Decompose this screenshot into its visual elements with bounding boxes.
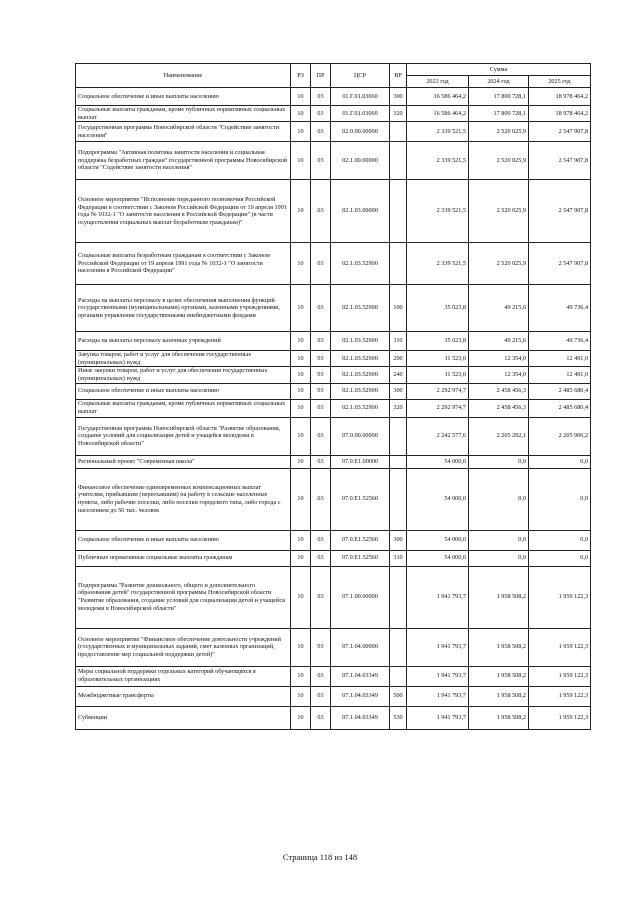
row-rz: 10 — [291, 88, 311, 106]
row-pr: 03 — [311, 180, 331, 243]
row-csr: 02.0.00.00000 — [331, 122, 390, 142]
row-rz: 10 — [291, 706, 311, 729]
table-row — [76, 106, 591, 122]
row-name: Основное мероприятие "Финансовое обеспечение деятельности учреждений (государственных и муниципальных заданий, смет казенных организаций, предоставление мер социальной поддержки детей)" — [76, 628, 291, 666]
row-vr: 300 — [390, 88, 407, 106]
row-name: Социальные выплаты гражданам, кроме публичных нормативных социальных выплат — [76, 399, 291, 417]
row-name: Социальное обеспечение и иные выплаты населению — [76, 383, 291, 399]
row-name: Финансовое обеспечение единовременных компенсационных выплат учителям, прибывшим (переехавшим) на работу в сельские населенные пункты, либо рабочие поселки, либо поселки городского типа, либо города с населением до 50 тыс. человек — [76, 468, 291, 530]
row-vr: 320 — [390, 106, 407, 122]
row-csr: 02.1.03.52900 — [331, 332, 390, 351]
row-value-2025: 49 736,4 — [529, 285, 591, 332]
row-name: Социальное обеспечение и иные выплаты населению — [76, 530, 291, 550]
table-header — [76, 64, 591, 88]
row-value-2025: 1 959 122,3 — [529, 666, 591, 686]
row-vr — [390, 666, 407, 686]
row-csr: 07.1.04.03349 — [331, 686, 390, 706]
row-vr: 240 — [390, 367, 407, 383]
row-pr: 03 — [311, 686, 331, 706]
row-name: Социальные выплаты гражданам, кроме публичных нормативных социальных выплат — [76, 106, 291, 122]
row-rz: 10 — [291, 367, 311, 383]
row-pr: 03 — [311, 666, 331, 686]
row-csr: 01.Г.01.03060 — [331, 88, 390, 106]
row-value-2024: 17 800 728,1 — [469, 88, 529, 106]
header-year-2024: 2024 год — [469, 76, 529, 88]
row-vr: 110 — [390, 332, 407, 351]
row-name: Межбюджетные трансферты — [76, 686, 291, 706]
table-row — [76, 417, 591, 455]
row-value-2025: 0,0 — [529, 455, 591, 468]
row-value-2024: 0,0 — [469, 455, 529, 468]
row-name: Меры социальной поддержки отдельных категорий обучающихся в образовательных организациях — [76, 666, 291, 686]
row-value-2024: 2 520 025,9 — [469, 122, 529, 142]
row-value-2023: 54 000,0 — [407, 455, 469, 468]
row-value-2023: 1 941 793,7 — [407, 686, 469, 706]
header-year-2025: 2025 год — [529, 76, 591, 88]
row-vr: 300 — [390, 530, 407, 550]
row-vr: 500 — [390, 686, 407, 706]
table-row — [76, 88, 591, 106]
row-vr: 100 — [390, 285, 407, 332]
row-csr: 07.0.E1.52560 — [331, 530, 390, 550]
row-csr: 07.0.E1.00000 — [331, 455, 390, 468]
header-year-2023: 2023 год — [407, 76, 469, 88]
row-csr: 02.1.03.52900 — [331, 351, 390, 367]
table-row — [76, 666, 591, 686]
row-name: Публичные нормативные социальные выплаты гражданам — [76, 550, 291, 566]
row-value-2024: 2 205 292,1 — [469, 417, 529, 455]
row-csr: 02.1.03.00000 — [331, 180, 390, 243]
row-value-2025: 12 491,0 — [529, 351, 591, 367]
row-value-2025: 0,0 — [529, 530, 591, 550]
row-rz: 10 — [291, 285, 311, 332]
row-csr: 02.1.03.52900 — [331, 399, 390, 417]
row-vr — [390, 628, 407, 666]
header-vr: ВР — [390, 64, 407, 88]
table-row — [76, 566, 591, 628]
row-value-2025: 1 959 122,3 — [529, 566, 591, 628]
table-row — [76, 142, 591, 180]
row-vr — [390, 243, 407, 285]
row-value-2024: 2 520 025,9 — [469, 243, 529, 285]
row-csr: 07.1.00.00000 — [331, 566, 390, 628]
row-pr: 03 — [311, 332, 331, 351]
row-vr: 200 — [390, 351, 407, 367]
table-row — [76, 180, 591, 243]
row-value-2023: 1 941 793,7 — [407, 566, 469, 628]
row-name: Государственная программа Новосибирской области "Развитие образования, создание условий для социализации детей и учащейся молодежи в Новосибирской области" — [76, 417, 291, 455]
row-value-2023: 2 339 521,5 — [407, 180, 469, 243]
row-value-2025: 2 485 680,4 — [529, 399, 591, 417]
row-rz: 10 — [291, 180, 311, 243]
row-rz: 10 — [291, 628, 311, 666]
row-csr: 02.1.03.52900 — [331, 243, 390, 285]
row-name: Субвенции — [76, 706, 291, 729]
row-pr: 03 — [311, 88, 331, 106]
row-pr: 03 — [311, 142, 331, 180]
row-value-2025: 2 205 906,2 — [529, 417, 591, 455]
row-value-2024: 0,0 — [469, 530, 529, 550]
row-value-2024: 2 458 456,3 — [469, 399, 529, 417]
header-pr: ПР — [311, 64, 331, 88]
row-pr: 03 — [311, 106, 331, 122]
table-row — [76, 468, 591, 530]
row-pr: 03 — [311, 550, 331, 566]
row-value-2024: 2 520 025,9 — [469, 142, 529, 180]
budget-table — [75, 63, 591, 730]
row-pr: 03 — [311, 468, 331, 530]
row-value-2025: 2 547 907,8 — [529, 142, 591, 180]
table-row — [76, 351, 591, 367]
row-pr: 03 — [311, 243, 331, 285]
row-rz: 10 — [291, 566, 311, 628]
row-value-2024: 49 215,6 — [469, 285, 529, 332]
row-rz: 10 — [291, 686, 311, 706]
row-value-2024: 1 958 508,2 — [469, 686, 529, 706]
header-rz: РЗ — [291, 64, 311, 88]
header-name: Наименование — [76, 64, 291, 88]
row-value-2024: 12 354,0 — [469, 367, 529, 383]
row-value-2024: 0,0 — [469, 550, 529, 566]
table-row — [76, 706, 591, 729]
row-vr: 530 — [390, 706, 407, 729]
row-value-2023: 1 941 793,7 — [407, 666, 469, 686]
row-rz: 10 — [291, 468, 311, 530]
row-value-2025: 1 959 122,3 — [529, 706, 591, 729]
row-vr: 300 — [390, 383, 407, 399]
row-vr — [390, 122, 407, 142]
row-value-2023: 2 292 974,7 — [407, 399, 469, 417]
row-rz: 10 — [291, 399, 311, 417]
row-vr — [390, 455, 407, 468]
row-rz: 10 — [291, 243, 311, 285]
row-rz: 10 — [291, 666, 311, 686]
row-value-2023: 54 000,0 — [407, 468, 469, 530]
row-value-2025: 2 547 907,8 — [529, 180, 591, 243]
row-value-2023: 2 242 577,6 — [407, 417, 469, 455]
row-value-2024: 1 958 508,2 — [469, 706, 529, 729]
row-pr: 03 — [311, 383, 331, 399]
row-rz: 10 — [291, 122, 311, 142]
row-value-2024: 0,0 — [469, 468, 529, 530]
row-value-2024: 12 354,0 — [469, 351, 529, 367]
row-csr: 02.1.00.00000 — [331, 142, 390, 180]
row-value-2024: 1 958 508,2 — [469, 666, 529, 686]
row-value-2024: 17 800 728,1 — [469, 106, 529, 122]
row-value-2024: 2 520 025,9 — [469, 180, 529, 243]
row-vr — [390, 142, 407, 180]
row-value-2025: 49 736,4 — [529, 332, 591, 351]
row-name: Расходы на выплаты персоналу казенных учреждений — [76, 332, 291, 351]
row-pr: 03 — [311, 351, 331, 367]
table-row — [76, 455, 591, 468]
row-value-2025: 18 978 464,2 — [529, 88, 591, 106]
row-pr: 03 — [311, 566, 331, 628]
table-row — [76, 628, 591, 666]
row-value-2023: 2 339 521,5 — [407, 142, 469, 180]
row-pr: 03 — [311, 399, 331, 417]
page-footer: Страница 118 из 148 — [282, 852, 358, 862]
row-vr: 310 — [390, 550, 407, 566]
row-csr: 07.0.00.00000 — [331, 417, 390, 455]
row-name: Подпрограмма "Развитие дошкольного, общего и дополнительного образования детей" государственной программы Новосибирской области "Развитие образования, создание условий для социализации детей и учащейся молодежи в Новосибирской области" — [76, 566, 291, 628]
row-name: Подпрограмма "Активная политика занятости населения и социальная поддержка безработных граждан" государственной программы Новосибирской области "Содействие занятости населения" — [76, 142, 291, 180]
table-row — [76, 383, 591, 399]
row-rz: 10 — [291, 383, 311, 399]
row-value-2023: 35 023,8 — [407, 332, 469, 351]
row-value-2023: 11 523,0 — [407, 367, 469, 383]
row-name: Основное мероприятие "Исполнение переданного полномочия Российской Федерации в соответствии с Законом Российской Федерации от 19 апреля 1991 года № 1032-1 "О занятости населения в Российской Федерации" (в части осуществления социальных выплат безработным гражданам)" — [76, 180, 291, 243]
row-vr: 320 — [390, 399, 407, 417]
row-csr: 07.1.04.00000 — [331, 628, 390, 666]
row-value-2023: 35 023,8 — [407, 285, 469, 332]
row-value-2025: 0,0 — [529, 550, 591, 566]
row-value-2023: 54 000,0 — [407, 550, 469, 566]
row-csr: 07.0.E1.52560 — [331, 550, 390, 566]
row-vr — [390, 468, 407, 530]
row-rz: 10 — [291, 106, 311, 122]
row-vr — [390, 417, 407, 455]
row-value-2023: 1 941 793,7 — [407, 706, 469, 729]
row-value-2023: 16 586 464,2 — [407, 88, 469, 106]
row-pr: 03 — [311, 367, 331, 383]
table-row — [76, 686, 591, 706]
row-vr — [390, 180, 407, 243]
table-row — [76, 122, 591, 142]
row-rz: 10 — [291, 455, 311, 468]
row-pr: 03 — [311, 122, 331, 142]
row-rz: 10 — [291, 530, 311, 550]
row-value-2025: 2 547 907,8 — [529, 122, 591, 142]
row-value-2023: 2 292 974,7 — [407, 383, 469, 399]
row-pr: 03 — [311, 530, 331, 550]
table-row — [76, 550, 591, 566]
row-value-2023: 16 586 464,2 — [407, 106, 469, 122]
row-rz: 10 — [291, 351, 311, 367]
table-body — [76, 88, 591, 730]
row-value-2025: 1 959 122,3 — [529, 628, 591, 666]
header-sum: Сумма — [407, 64, 591, 76]
row-value-2023: 54 000,0 — [407, 530, 469, 550]
table-row — [76, 530, 591, 550]
row-value-2025: 12 491,0 — [529, 367, 591, 383]
row-name: Государственная программа Новосибирской области "Содействие занятости населения" — [76, 122, 291, 142]
row-csr: 02.1.03.52900 — [331, 285, 390, 332]
row-name: Иные закупки товаров, работ и услуг для обеспечения государственных (муниципальных) нужд — [76, 367, 291, 383]
row-name: Расходы на выплаты персоналу в целях обеспечения выполнения функций государственными (муниципальными) органами, казенными учреждениями, органами управления государственными внебюджетными фондами — [76, 285, 291, 332]
row-value-2025: 2 485 680,4 — [529, 383, 591, 399]
row-csr: 07.0.E1.52560 — [331, 468, 390, 530]
row-value-2023: 2 339 521,5 — [407, 122, 469, 142]
table-row — [76, 332, 591, 351]
row-name: Социальное обеспечение и иные выплаты населению — [76, 88, 291, 106]
row-pr: 03 — [311, 628, 331, 666]
row-csr: 01.Г.01.03060 — [331, 106, 390, 122]
row-value-2024: 1 958 508,2 — [469, 566, 529, 628]
row-name: Закупка товаров, работ и услуг для обеспечения государственных (муниципальных) нужд — [76, 351, 291, 367]
table-row — [76, 285, 591, 332]
row-csr: 07.1.04.03349 — [331, 706, 390, 729]
row-rz: 10 — [291, 417, 311, 455]
header-csr: ЦСР — [331, 64, 390, 88]
row-value-2023: 11 523,0 — [407, 351, 469, 367]
row-name: Региональный проект "Современная школа" — [76, 455, 291, 468]
row-pr: 03 — [311, 455, 331, 468]
row-csr: 07.1.04.03349 — [331, 666, 390, 686]
table-row — [76, 367, 591, 383]
row-csr: 02.1.03.52900 — [331, 383, 390, 399]
row-value-2024: 49 215,6 — [469, 332, 529, 351]
row-value-2025: 1 959 122,3 — [529, 686, 591, 706]
row-vr — [390, 566, 407, 628]
row-pr: 03 — [311, 285, 331, 332]
row-csr: 02.1.03.52900 — [331, 367, 390, 383]
row-pr: 03 — [311, 706, 331, 729]
row-value-2024: 1 958 508,2 — [469, 628, 529, 666]
row-rz: 10 — [291, 332, 311, 351]
row-pr: 03 — [311, 417, 331, 455]
row-value-2025: 2 547 907,8 — [529, 243, 591, 285]
row-value-2023: 2 339 521,5 — [407, 243, 469, 285]
row-rz: 10 — [291, 550, 311, 566]
row-name: Социальные выплаты безработным гражданам в соответствии с Законом Российской Федерации от 19 апреля 1991 года № 1032-1 "О занятости населения в Российской Федерации" — [76, 243, 291, 285]
row-rz: 10 — [291, 142, 311, 180]
row-value-2025: 0,0 — [529, 468, 591, 530]
table-row — [76, 243, 591, 285]
row-value-2025: 18 978 464,2 — [529, 106, 591, 122]
table-row — [76, 399, 591, 417]
row-value-2023: 1 941 793,7 — [407, 628, 469, 666]
row-value-2024: 2 458 456,3 — [469, 383, 529, 399]
